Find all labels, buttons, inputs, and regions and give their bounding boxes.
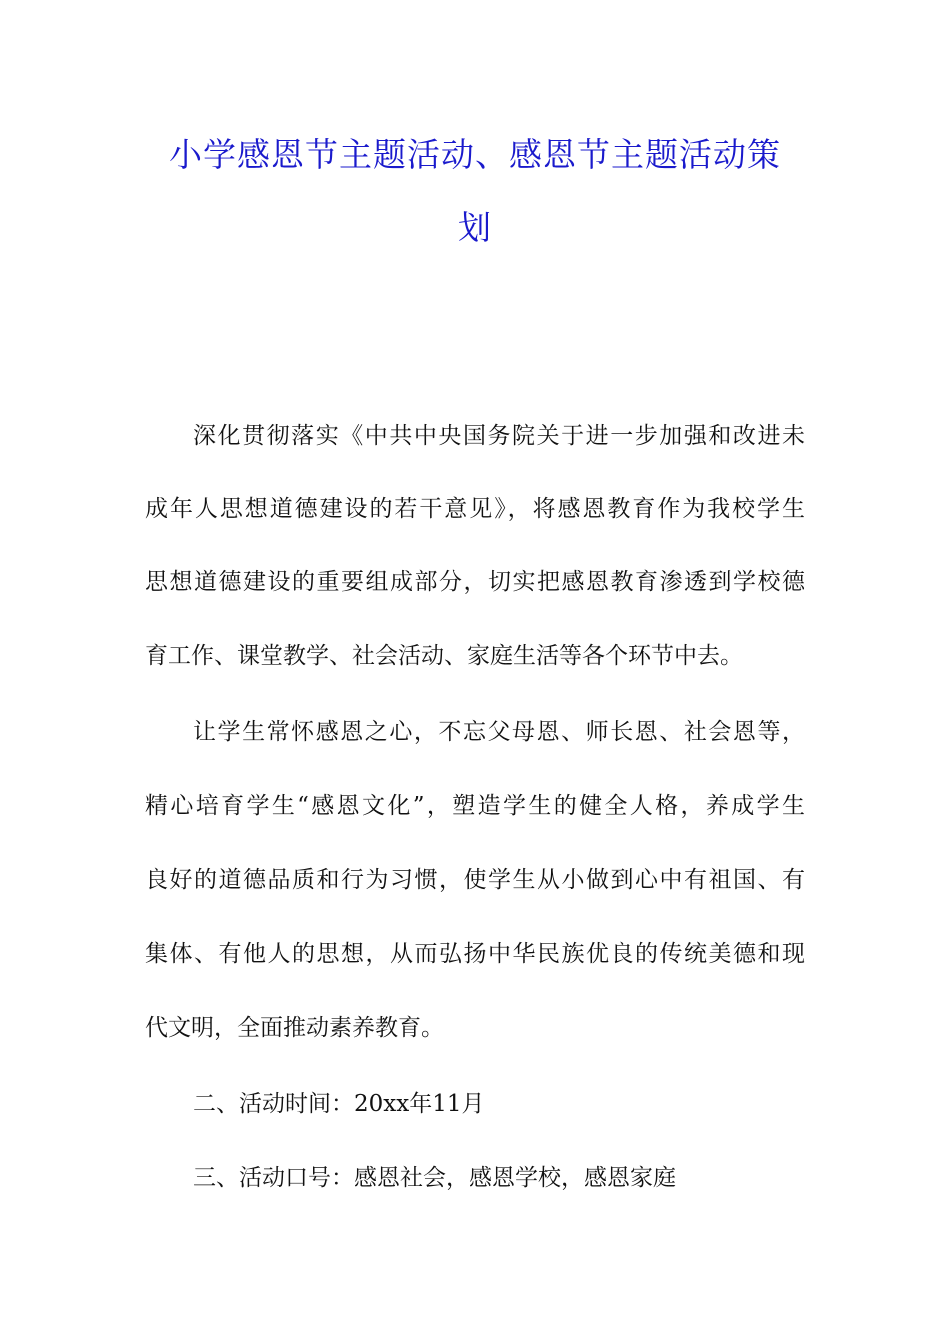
paragraph-1-line-4: 育工作、课堂教学、社会活动、家庭生活等各个环节中去。 xyxy=(145,643,743,669)
paragraph-2-line-3: 良好的道德品质和行为习惯，使学生从小做到心中有祖国、有 xyxy=(145,867,805,893)
section-activity-time: 二、活动时间：20xx年11月 xyxy=(193,1091,485,1117)
section-activity-slogan: 三、活动口号：感恩社会，感恩学校，感恩家庭 xyxy=(193,1165,676,1191)
paragraph-1-line-3: 思想道德建设的重要组成部分，切实把感恩教育渗透到学校德 xyxy=(145,569,805,595)
paragraph-2-line-5: 代文明，全面推动素养教育。 xyxy=(145,1015,444,1041)
paragraph-2-line-1: 让学生常怀感恩之心，不忘父母恩、师长恩、社会恩等， xyxy=(193,719,805,745)
document-title-line-1: 小学感恩节主题活动、感恩节主题活动策 xyxy=(169,135,781,174)
paragraph-1-line-1: 深化贯彻落实《中共中央国务院关于进一步加强和改进未 xyxy=(193,423,805,449)
paragraph-1-line-2: 成年人思想道德建设的若干意见》，将感恩教育作为我校学生 xyxy=(145,496,805,522)
paragraph-2-line-4: 集体、有他人的思想，从而弘扬中华民族优良的传统美德和现 xyxy=(145,941,805,967)
document-title-line-2: 划 xyxy=(458,208,492,247)
paragraph-2-line-2: 精心培育学生“感恩文化”，塑造学生的健全人格，养成学生 xyxy=(145,793,805,819)
